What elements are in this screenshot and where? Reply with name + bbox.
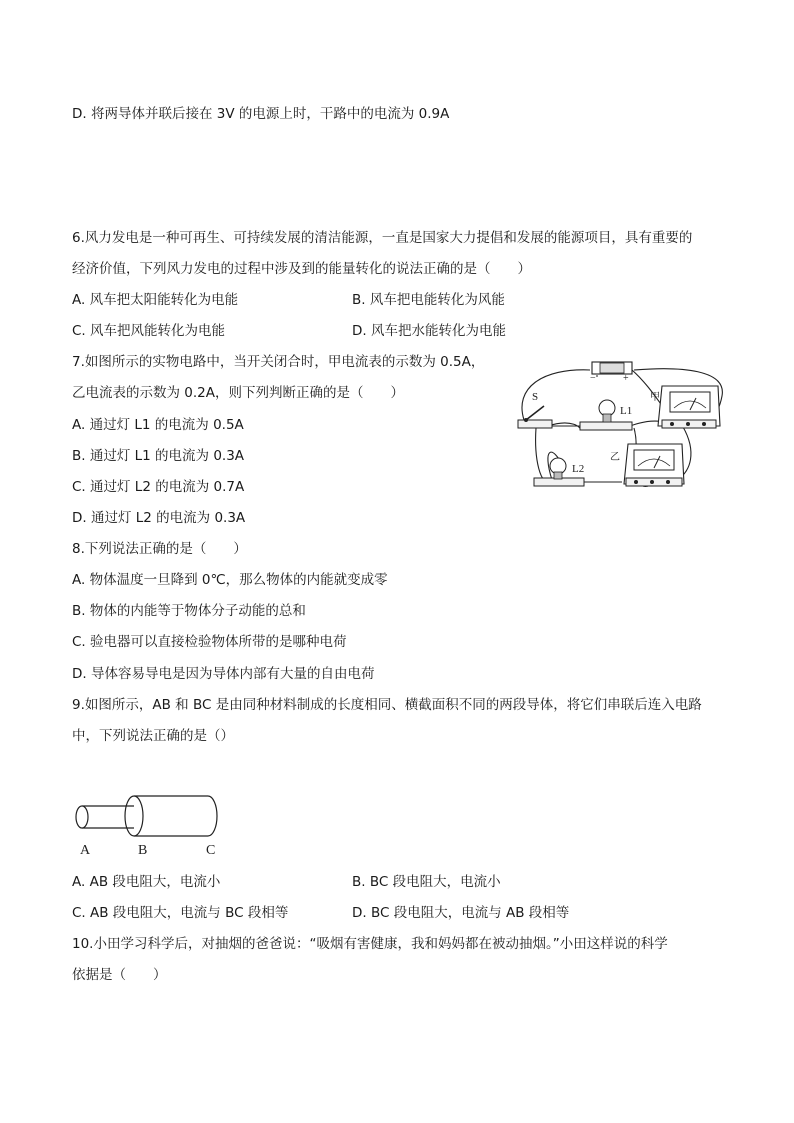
battery-plus-label: + bbox=[623, 373, 629, 384]
q6-option-c: C. 风车把风能转化为电能 bbox=[72, 323, 226, 339]
ammeter-jia-label: 甲 bbox=[650, 392, 660, 403]
ammeter-yi-icon bbox=[624, 444, 684, 486]
q8-stem: 8.下列说法正确的是（ ） bbox=[72, 541, 247, 557]
q5-option-d: D. 将两导体并联后接在 3V 的电源上时，干路中的电流为 0.9A bbox=[72, 106, 450, 122]
q8-option-d: D. 导体容易导电是因为导体内部有大量的自由电荷 bbox=[72, 666, 375, 682]
q6-stem-line1: 6.风力发电是一种可再生、可持续发展的清洁能源，一直是国家大力提倡和发展的能源项目，具有重要的 bbox=[72, 230, 693, 246]
battery-minus-label: − bbox=[590, 373, 596, 384]
q7-option-b: B. 通过灯 L1 的电流为 0.3A bbox=[72, 448, 245, 464]
q7-option-d: D. 通过灯 L2 的电流为 0.3A bbox=[72, 510, 246, 526]
circuit-figure bbox=[512, 348, 730, 504]
q10-stem-line1: 10.小田学习科学后，对抽烟的爸爸说：“吸烟有害健康，我和妈妈都在被动抽烟。”小田这样说的科学 bbox=[72, 936, 668, 952]
switch-label: S bbox=[532, 391, 539, 403]
q6-option-d: D. 风车把水能转化为电能 bbox=[352, 323, 506, 339]
conductor-figure bbox=[72, 792, 232, 858]
q6-stem-line2: 经济价值，下列风力发电的过程中涉及到的能量转化的说法正确的是（ ） bbox=[72, 261, 531, 277]
point-b-label: B bbox=[138, 843, 148, 858]
ammeter-jia-icon bbox=[658, 386, 720, 428]
q7-option-a: A. 通过灯 L1 的电流为 0.5A bbox=[72, 417, 244, 433]
point-c-label: C bbox=[206, 843, 216, 858]
ammeter-yi-label: 乙 bbox=[610, 452, 620, 463]
lamp-l2-label: L2 bbox=[572, 463, 585, 475]
q10-stem-line2: 依据是（ ） bbox=[72, 967, 167, 983]
point-a-label: A bbox=[80, 843, 91, 858]
q6-option-a: A. 风车把太阳能转化为电能 bbox=[72, 292, 239, 308]
q9-stem-line1: 9.如图所示，AB 和 BC 是由同种材料制成的长度相同、横截面积不同的两段导体，将它们串联后连入电路 bbox=[72, 697, 702, 713]
q7-stem-line2: 乙电流表的示数为 0.2A，则下列判断正确的是（ ） bbox=[72, 385, 404, 401]
q9-option-a: A. AB 段电阻大，电流小 bbox=[72, 874, 221, 890]
q7-option-c: C. 通过灯 L2 的电流为 0.7A bbox=[72, 479, 245, 495]
q9-stem-line2: 中，下列说法正确的是（） bbox=[72, 728, 234, 744]
q6-option-b: B. 风车把电能转化为风能 bbox=[352, 292, 505, 308]
q9-option-c: C. AB 段电阻大，电流与 BC 段相等 bbox=[72, 905, 289, 921]
q8-option-c: C. 验电器可以直接检验物体所带的是哪种电荷 bbox=[72, 634, 347, 650]
q7-stem-line1: 7.如图所示的实物电路中，当开关闭合时，甲电流表的示数为 0.5A， bbox=[72, 354, 485, 370]
lamp-l1-label: L1 bbox=[620, 405, 633, 417]
q8-option-a: A. 物体温度一旦降到 0℃，那么物体的内能就变成零 bbox=[72, 572, 388, 588]
q8-option-b: B. 物体的内能等于物体分子动能的总和 bbox=[72, 603, 306, 619]
q9-option-d: D. BC 段电阻大，电流与 AB 段相等 bbox=[352, 905, 570, 921]
q9-option-b: B. BC 段电阻大，电流小 bbox=[352, 874, 501, 890]
